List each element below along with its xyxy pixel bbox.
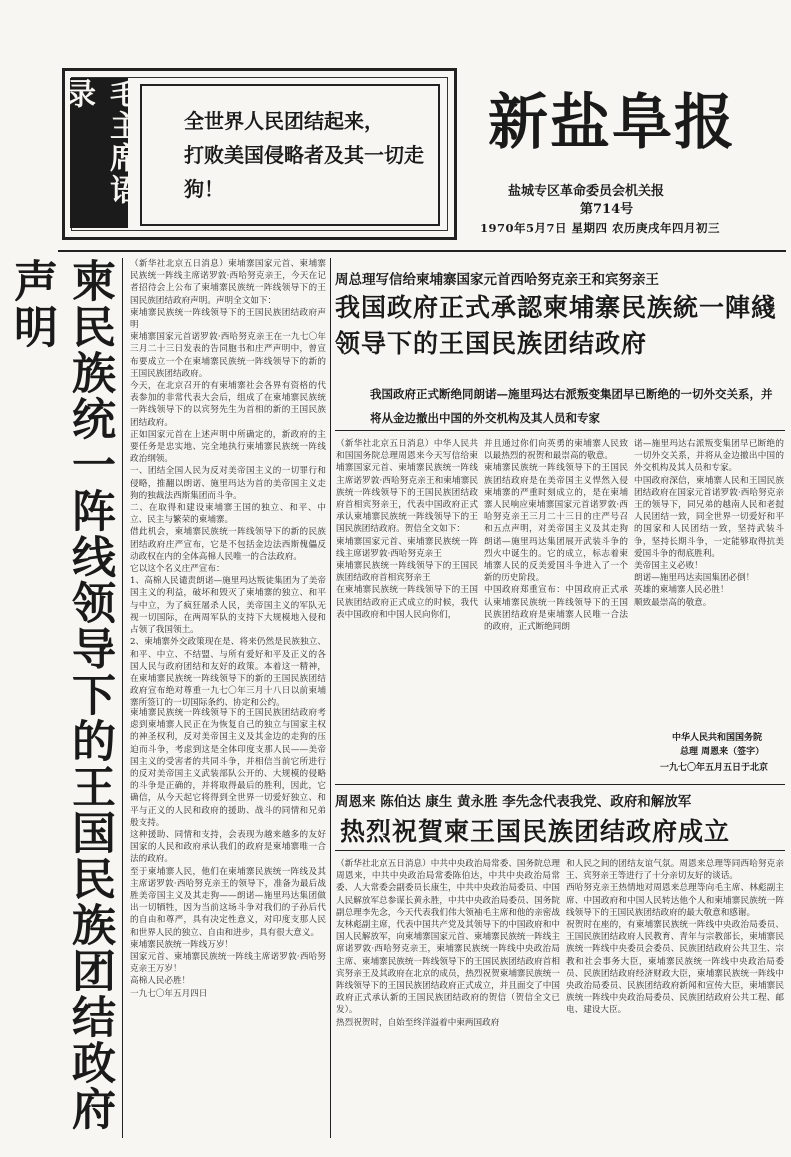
second-article-column-1: （新华社北京五日消息）中共中央政治局常委、国务院总理周恩来，中共中央政治局常委陈伯达，中共中央政治局常委、人大常委会副委员长康生，中共中央政治局委员、中国人民解放军总参谋长黄永胜，中共中央政治局委员、国务院副总理李先念，今天代表我们伟大领袖毛主席和他的亲密战友林彪副主席，代表中国共产党及其领导下的中国政府和中国人民解放军，向柬埔寨国家元首、柬埔寨民族统一阵线主席诺罗敦·西哈努克亲王，柬埔寨民族统一阵线中央政治局主席、柬埔寨民族统一阵线领导下的王国民族团结政府首相宾努亲王及其政府在北京的成员，热烈祝贺柬埔寨民族统一阵线领导下的王国民族团结政府正式成立，并且面交了中国政府正式承认新的王国民族团结政府的贺信（贺信全文已发）。 热烈祝贺时，自始至终洋溢着中柬两国政府 [336, 859, 560, 1028]
column-divider [330, 258, 331, 1138]
left-article-headline: 柬民族统一阵线领导下的王国民族团结政府声明 [6, 258, 115, 1132]
section-rule [335, 850, 785, 851]
newspaper-org: 盐城专区革命委员会机关报 [508, 184, 665, 199]
main-article-subhead: 我国政府正式断绝同朗诺—施里玛达右派叛变集团早已断绝的一切外交关系，并将从金边撤出中国的外交机构及其人员和专家 [370, 387, 773, 425]
main-article-kicker: 周总理写信给柬埔寨国家元首西哈努克亲王和宾努亲王 [335, 272, 659, 288]
newspaper-title: 新盐阜报 [488, 88, 736, 158]
quotation-text: 全世界人民团结起来， 打败美国侵略者及其一切走 狗！ [140, 84, 440, 226]
second-article-column-2: 和人民之间的团结友谊气氛。周恩来总理等同西哈努克亲王、宾努亲王等进行了十分亲切友好的谈话。 西哈努克亲王热情地对周恩来总理等向毛主席、林彪副主席、中国政府和中国人民转达他个人和柬埔寨民族统一阵线领导下的王国民族团结政府的最大敬意和感谢。 祝贺时在座的，有柬埔寨民族统一阵线中央政治局委员、王国民族团结政府人民教育、青年与宗教部长，柬埔寨民族统一阵线中央委员会委员、民族团结政府公共卫生、宗教和社会事务大臣，柬埔寨民族统一阵线中央政治局委员、民族团结政府经济财政大臣，柬埔寨民族统一阵线中央政治局委员、民族团结政府新闻和宣传大臣，柬埔寨民族统一阵线中央政治局委员、民族团结政府公共工程、邮电、建设大臣。 [566, 859, 784, 1016]
header-rule [58, 250, 786, 252]
signature-org: 中华人民共和国国务院 [672, 733, 763, 743]
left-article-column-1: （新华社北京五日消息）柬埔寨国家元首、柬埔寨民族统一阵线主席诺罗敦·西哈努克亲王，今天在记者招待会上公布了柬埔寨民族统一阵线领导下的王国民族团结政府声明。声明全文如下： 柬埔寨民族统一阵线领导下的王国民族团结政府声明 柬埔寨国家元首诺罗敦·西哈努克亲王在一九七〇年三月二十三日发表的告同胞书和庄严声明中，曾宣布要成立一个在柬埔寨民族统一阵线领导下的新的王国民族团结政府。 今天，在北京召开的有柬埔寨社会各界有资格的代表参加的非常代表大会后，组成了在柬埔寨民族统一阵线领导下的以宾努先生为首相的新的王国民族团结政府。 正如国家元首在上述声明中所确定的，新政府的主要任务是忠实地、完全地执行柬埔寨民族统一阵线政治纲领。 一、团结全国人民为反对美帝国主义的一切罪行和侵略，推翻以朗诺、施里玛达为首的美帝国主义走狗的独裁法西斯集团而斗争。 二、在取得和建设柬埔寨王国的独立、和平、中立、民主与繁荣的柬埔寨。 借此机会，柬埔寨民族统一阵线领导下的新的民族团结政府庄严宣布，它是不包括金边法西斯傀儡反动政权在内的全体高棉人民唯一的合法政府。 它以这个名义庄严宣布： 1、高棉人民谴责朗诺—施里玛达叛徒集团为了美帝国主义的利益，破坏和毁灭了柬埔寨的独立、和平与中立，为了疯狂屠杀人民，美帝国主义的军队无视一切国际，在两周军队的支持下大规模地入侵和占领了我国领土。 2、柬埔寨外交政策现在是、将来仍然是民族独立、和平、中立、不结盟、与所有爱好和平及正义的各国人民与政府团结和友好的政策。本着这一精神，在柬埔寨民族统一阵线领导下的新的王国民族团结政府宣布绝对尊重一九七〇年三月十八日以前柬埔寨所签订的一切国际条约、协定和公约。 [130, 259, 326, 709]
second-article-headline: 热烈祝賀柬王国民族团结政府成立 [340, 817, 731, 846]
signature-date: 一九七〇年五月五日于北京 [660, 763, 769, 773]
issue-date: 1970年5月7日 星期四 农历庚戌年四月初三 [480, 221, 721, 235]
main-article-column-2: 并且通过你们向英勇的柬埔寨人民致以最热烈的祝贺和最崇高的敬意。 柬埔寨民族统一阵线领导下的王国民族团结政府是在美帝国主义悍然入侵柬埔寨的严重时刻成立的，是在柬埔寨人民响应柬埔寨国家元首诺罗敦·西哈努克亲王三月二十三日的庄严号召和五点声明，对美帝国主义及其走狗朗诺—施里玛达集团展开武装斗争的烈火中诞生的。它的成立，标志着柬埔寨人民的反美爱国斗争进入了一个新的历史阶段。 中国政府郑重宣布：中国政府正式承认柬埔寨民族统一阵线领导下的王国民族团结政府是柬埔寨人民唯一合法的政府，正式断绝同朗 [484, 439, 628, 633]
column-divider [122, 258, 123, 1138]
second-article-kicker: 周恩来 陈伯达 康生 黄永胜 李先念代表我党、政府和解放军 [335, 794, 692, 810]
main-article-headline: 我国政府正式承認柬埔寨民族統一陣綫领导下的王国民族团结政府 [335, 293, 778, 358]
main-article-column-3: 诺—施里玛达右派叛变集团早已断绝的一切外交关系，并将从金边撤出中国的外交机构及其人员和专家。 中国政府深信，柬埔寨人民和王国民族团结政府在国家元首诺罗敦·西哈努克亲王的领导下，同兄弟的越南人民和老挝人民团结一致，同全世界一切爱好和平的国家和人民团结一致，坚持武装斗争，坚持长期斗争，一定能够取得抗美爱国斗争的彻底胜利。 美帝国主义必败！ 朗诺—施里玛达卖国集团必倒！ 英雄的柬埔寨人民必胜！ 顺致最崇高的敬意。 [634, 439, 784, 608]
signature-name: 总理 周恩来（签字） [680, 747, 765, 757]
quotation-label: 毛主席语录 [70, 78, 128, 228]
issue-number: 第714号 [580, 202, 634, 217]
section-rule [335, 784, 785, 785]
main-article-column-1: （新华社北京五日消息）中华人民共和国国务院总理周恩来今天写信给柬埔寨国家元首、柬埔寨民族统一阵线主席诺罗敦·西哈努克亲王和柬埔寨民族统一阵线领导下的王国民族团结政府首相宾努亲王，代表中国政府正式承认柬埔寨民族统一阵线领导下的王国民族团结政府。贺信全文如下： 柬埔寨国家元首、柬埔寨民族统一阵线主席诺罗敦·西哈努克亲王 柬埔寨民族统一阵线领导下的王国民族团结政府首相宾努亲王 在柬埔寨民族统一阵线领导下的王国民族团结政府正式成立的时候，我代表中国政府和中国人民向你们， [336, 439, 478, 620]
section-rule [335, 430, 785, 431]
left-article-column-2: 柬埔寨民族统一阵线领导下的王国民族团结政府考虑到柬埔寨人民正在为恢复自己的独立与国家主权的神圣权利，反对美帝国主义及其金边的走狗的压迫而斗争，考虑到这是全体印度支那人民——美帝国主义的受害者的共同斗争，并相信当前它所进行的反对美帝国主义武装部队公开的、大规模的侵略的斗争是正确的，并将取得最后的胜利，因此，它确信，从今天起它将得到全世界一切爱好独立、和平与正义的人民和政府的援助、战斗的同情和兄弟般支持。 这种援助、同情和支持，会表现为越来越多的友好国家的人民和政府承认我们的政府是柬埔寨唯一合法的政府。 至于柬埔寨人民，他们在柬埔寨民族统一阵线及其主席诺罗敦·西哈努克亲王的领导下，准备为最后战胜美帝国主义及其走狗——朗诺—施里玛达集团做出一切牺牲，因为当前这场斗争对我们的子孙后代的自由和尊严，具有决定性意义，对印度支那人民和世界人民的独立、自由和进步，具有很大意义。 柬埔寨民族统一阵线万岁！ 国家元首、柬埔寨民族统一阵线主席诺罗敦·西哈努克亲王万岁！ 高棉人民必胜！ 一九七〇年五月四日 [130, 708, 326, 999]
